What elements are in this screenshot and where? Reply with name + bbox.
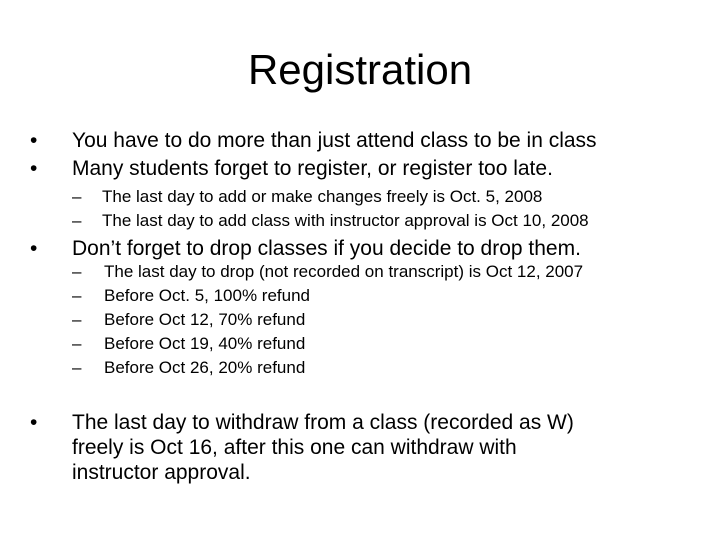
sub-text: The last day to add or make changes freely is Oct. 5, 2008 xyxy=(102,187,543,206)
sub-text: The last day to drop (not recorded on transcript) is Oct 12, 2007 xyxy=(104,262,584,281)
sub-text: Before Oct 26, 20% refund xyxy=(104,358,306,377)
bullet-glyph: • xyxy=(30,237,38,260)
dash-glyph: – xyxy=(72,211,82,230)
bullet-text: Many students forget to register, or register too late. xyxy=(72,157,553,180)
bullet-text-line: freely is Oct 16, after this one can withdraw with xyxy=(72,436,517,459)
dash-glyph: – xyxy=(72,286,82,305)
bullet-text-line: instructor approval. xyxy=(72,461,251,484)
bullet-glyph: • xyxy=(30,129,38,152)
bullet-text: You have to do more than just attend class to be in class xyxy=(72,129,597,152)
dash-glyph: – xyxy=(72,187,82,206)
sub-text: Before Oct. 5, 100% refund xyxy=(104,286,311,305)
dash-glyph: – xyxy=(72,358,82,377)
dash-glyph: – xyxy=(72,334,82,353)
bullet-text-line: The last day to withdraw from a class (recorded as W) xyxy=(72,411,574,434)
sub-text: The last day to add class with instructor approval is Oct 10, 2008 xyxy=(102,211,589,230)
sub-text: Before Oct 12, 70% refund xyxy=(104,310,306,329)
sub-text: Before Oct 19, 40% refund xyxy=(104,334,306,353)
slide-title: Registration xyxy=(247,46,473,93)
bullet-glyph: • xyxy=(30,157,38,180)
dash-glyph: – xyxy=(72,262,82,281)
bullet-glyph: • xyxy=(30,411,38,434)
bullet-text: Don’t forget to drop classes if you decide to drop them. xyxy=(72,237,581,260)
dash-glyph: – xyxy=(72,310,82,329)
